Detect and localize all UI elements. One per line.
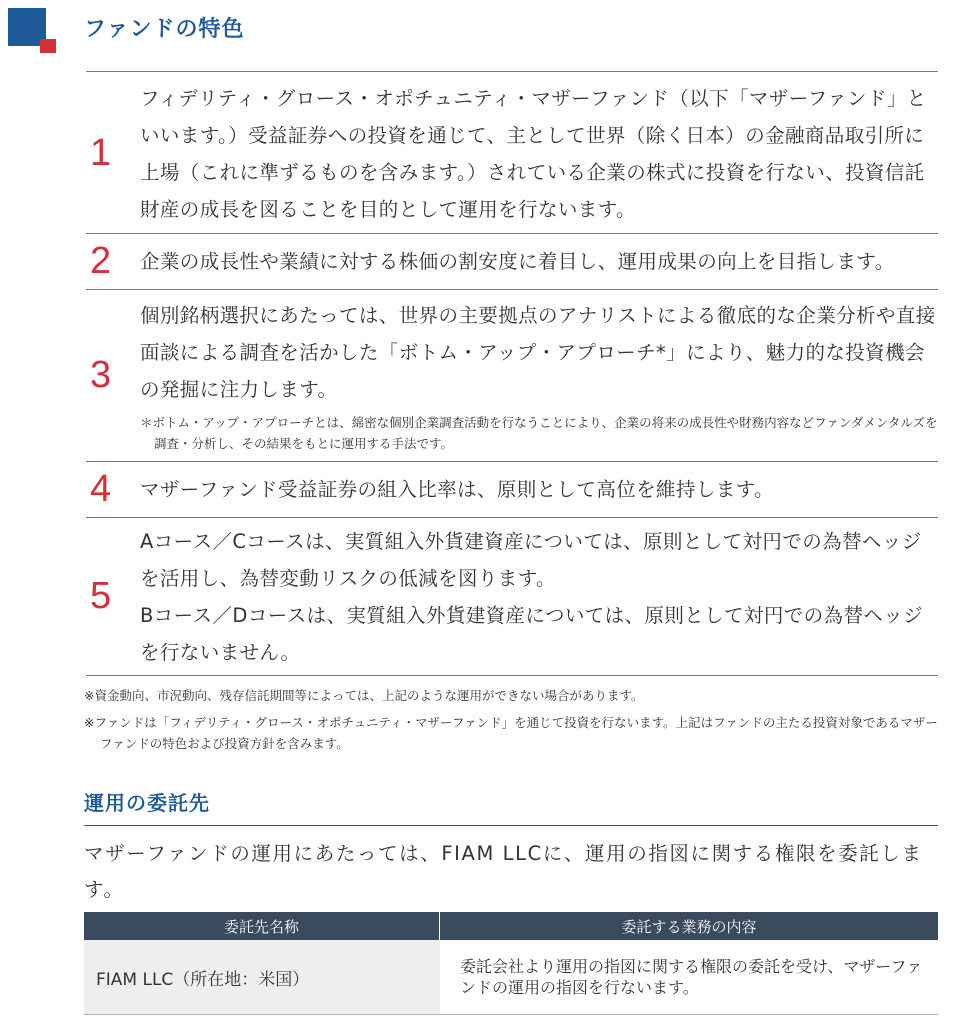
feature-number: 4 xyxy=(90,468,112,510)
feature-item xyxy=(86,462,938,518)
delegation-title-underline xyxy=(84,825,938,826)
disclaimer-notes xyxy=(84,685,944,760)
table-header-cell: 委託する業務の内容 xyxy=(621,917,757,936)
feature-number: 1 xyxy=(90,132,112,174)
feature-text: マザーファンド受益証券の組入比率は、原則として高位を維持します。 xyxy=(140,478,774,501)
feature-number: 2 xyxy=(90,240,112,282)
delegation-table xyxy=(84,912,938,1015)
feature-text: フィデリティ・グロース・オポチュニティ・マザーファンド（以下「マザーファンド」といいます。）受益証券への投資を通じて、主として世界（除く日本）の金融商品取引所に上場（これに準ずるものを含みます。）されている企業の株式に投資を行ない、投資信託財産の成長を図ることを目的として運用を行ないます。 xyxy=(140,86,927,221)
table-header xyxy=(84,912,938,940)
disclaimer-note: ※ファンドは「フィデリティ・グロース・オポチュニティ・マザーファンド」を通じて投資を行ないます。上記はファンドの主たる投資対象であるマザーファンドの特色および投資方針を含みます。 xyxy=(84,715,938,751)
feature-item xyxy=(86,290,938,462)
delegation-description: マザーファンドの運用にあたっては、FIAM LLCに、運用の指図に関する権限を委託します。 xyxy=(84,842,923,901)
feature-footnote: ＊ボトム・アップ・アプローチとは、綿密な個別企業調査活動を行なうことにより、企業の将来の成長性や財務内容などファンダメンタルズを調査・分析し、その結果をもとに運用する手法です。 xyxy=(140,415,938,451)
feature-item xyxy=(86,72,938,234)
table-cell-duty: 委託会社より運用の指図に関する権限の委託を受け、マザーファンドの運用の指図を行ないます。 xyxy=(460,957,923,997)
feature-number: 5 xyxy=(90,575,112,617)
feature-text-secondary: Bコース／Dコースは、実質組入外貨建資産については、原則として対円での為替ヘッジを行ないません。 xyxy=(140,603,924,664)
feature-text: Aコース／Cコースは、実質組入外貨建資産については、原則として対円での為替ヘッジを活用し、為替変動リスクの低減を図ります。 xyxy=(140,529,922,590)
feature-body xyxy=(140,523,938,671)
feature-number: 3 xyxy=(90,354,112,396)
table-header-cell: 委託先名称 xyxy=(84,912,440,940)
table-cell-name: FIAM LLC（所在地：米国） xyxy=(84,940,440,1014)
feature-item xyxy=(86,234,938,290)
feature-body xyxy=(140,297,938,454)
feature-item xyxy=(86,518,938,676)
table-row xyxy=(84,940,938,1014)
section-title: ファンドの特色 xyxy=(84,17,245,42)
disclaimer-note: ※資金動向、市況動向、残存信託期間等によっては、上記のような運用ができない場合があります。 xyxy=(84,688,644,703)
delegation-title: 運用の委託先 xyxy=(84,791,210,815)
feature-text: 個別銘柄選択にあたっては、世界の主要拠点のアナリストによる徹底的な企業分析や直接面談による調査を活かした「ボトム・アップ・アプローチ*」により、魅力的な投資機会の発掘に注力します。 xyxy=(140,304,936,401)
feature-list xyxy=(86,71,938,676)
logo-square-red xyxy=(40,39,56,53)
feature-text: 企業の成長性や業績に対する株価の割安度に着目し、運用成果の向上を目指します。 xyxy=(140,250,895,273)
